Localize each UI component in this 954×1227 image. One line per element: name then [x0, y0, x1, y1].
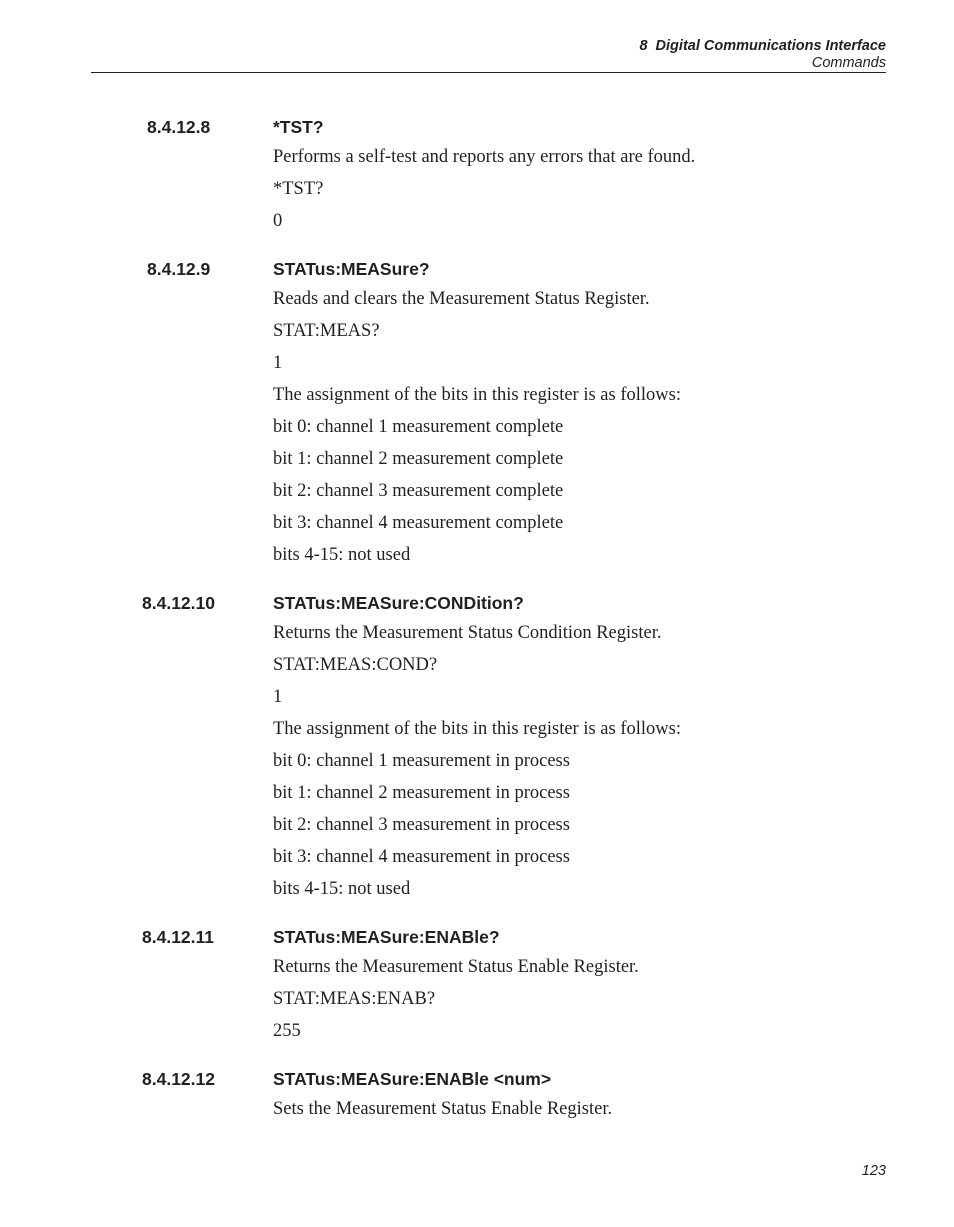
- section-heading: [0, 923, 954, 951]
- body-line: bit 3: channel 4 measurement complete: [273, 513, 564, 533]
- section-heading: [0, 255, 954, 283]
- page-number: 123: [861, 1163, 886, 1179]
- section: [0, 1065, 954, 1125]
- body-line: Sets the Measurement Status Enable Register.: [273, 1099, 613, 1119]
- section-number: 8.4.12.11: [142, 927, 215, 947]
- body-line: bit 1: channel 2 measurement in process: [273, 783, 570, 803]
- section: [0, 923, 954, 1047]
- chapter-title: 8 Digital Communications Interface: [639, 38, 886, 54]
- section: [0, 255, 954, 571]
- section-body: [273, 1093, 954, 1125]
- header-rule: [91, 72, 886, 73]
- section-body: [273, 283, 954, 571]
- section: [0, 589, 954, 905]
- command-title: STATus:MEASure:ENABle <num>: [273, 1069, 552, 1089]
- body-line: STAT:MEAS:COND?: [273, 655, 438, 675]
- command-title: STATus:MEASure:CONDition?: [273, 593, 524, 613]
- running-header: [639, 38, 886, 72]
- body-line: Reads and clears the Measurement Status Register.: [273, 289, 650, 309]
- body-line: bit 3: channel 4 measurement in process: [273, 847, 570, 867]
- body-line: The assignment of the bits in this register is as follows:: [273, 719, 681, 739]
- section-body: [273, 141, 954, 237]
- section-number: 8.4.12.12: [142, 1069, 215, 1089]
- section-number: 8.4.12.10: [142, 593, 215, 613]
- body-line: bits 4-15: not used: [273, 879, 411, 899]
- body-line: bits 4-15: not used: [273, 545, 411, 565]
- section-number: 8.4.12.8: [147, 117, 211, 137]
- section-heading: [0, 589, 954, 617]
- body-line: bit 1: channel 2 measurement complete: [273, 449, 564, 469]
- body-line: 1: [273, 687, 283, 707]
- body-line: Performs a self-test and reports any errors that are found.: [273, 147, 696, 167]
- section-heading: [0, 113, 954, 141]
- document-body: [0, 113, 954, 1143]
- body-line: Returns the Measurement Status Enable Register.: [273, 957, 639, 977]
- body-line: STAT:MEAS:ENAB?: [273, 989, 436, 1009]
- section-body: [273, 951, 954, 1047]
- body-line: 0: [273, 211, 283, 231]
- body-line: Returns the Measurement Status Condition Register.: [273, 623, 662, 643]
- body-line: 255: [273, 1021, 301, 1041]
- body-line: *TST?: [273, 179, 324, 199]
- section-title: Commands: [811, 55, 886, 71]
- section-number: 8.4.12.9: [147, 259, 211, 279]
- section-heading: [0, 1065, 954, 1093]
- section: [0, 113, 954, 237]
- command-title: STATus:MEASure?: [273, 259, 430, 279]
- body-line: bit 2: channel 3 measurement in process: [273, 815, 570, 835]
- body-line: bit 0: channel 1 measurement in process: [273, 751, 570, 771]
- body-line: bit 2: channel 3 measurement complete: [273, 481, 564, 501]
- body-line: bit 0: channel 1 measurement complete: [273, 417, 564, 437]
- body-line: STAT:MEAS?: [273, 321, 380, 341]
- body-line: The assignment of the bits in this register is as follows:: [273, 385, 681, 405]
- section-body: [273, 617, 954, 905]
- command-title: STATus:MEASure:ENABle?: [273, 927, 500, 947]
- command-title: *TST?: [273, 117, 324, 137]
- body-line: 1: [273, 353, 283, 373]
